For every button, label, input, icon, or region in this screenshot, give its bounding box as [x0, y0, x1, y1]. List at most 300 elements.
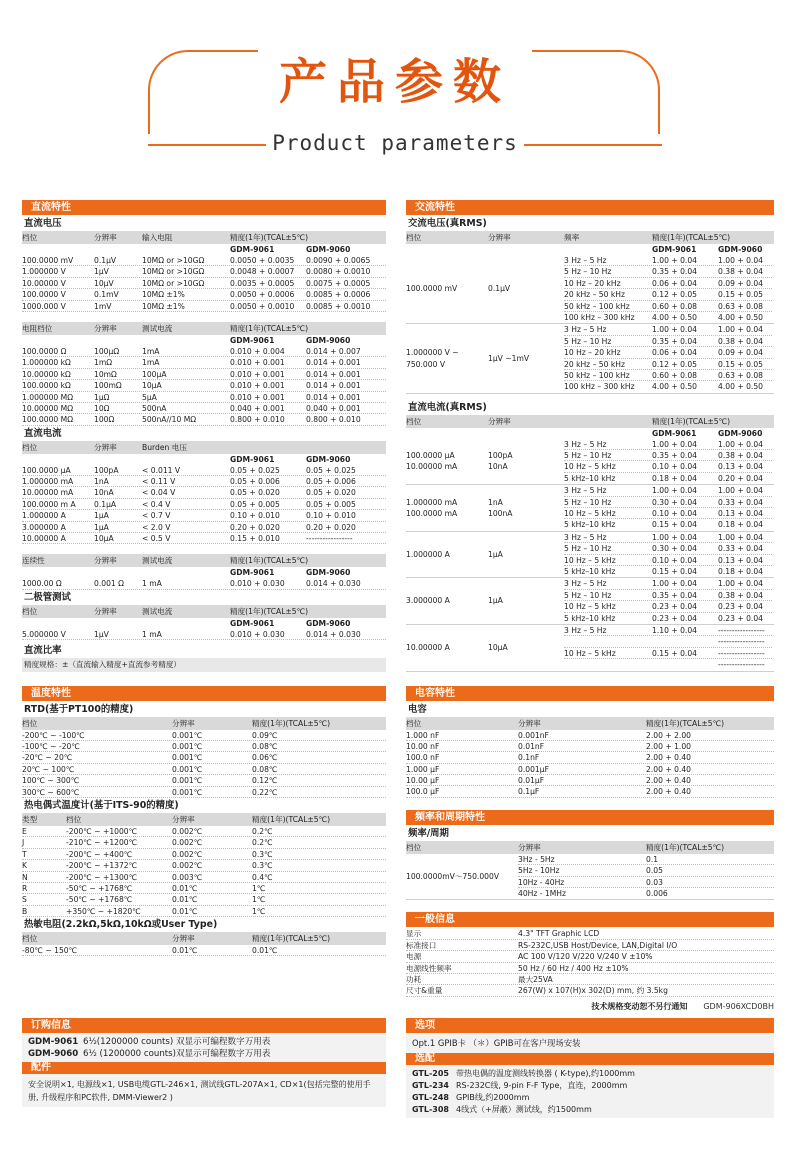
table-row-cell: 100.0000 kΩ [22, 381, 71, 391]
table-row-cell: 1℃ [252, 883, 266, 893]
freq-row-cell: 3 Hz – 5 Hz [564, 439, 607, 449]
freq-row-cell: 1.10 + 0.04 [652, 625, 698, 635]
freq-row-cell: 0.06 + 0.04 [652, 348, 698, 358]
table-row-cell: 10.00000 kΩ [22, 369, 71, 379]
table-row-cell: 0.002℃ [172, 838, 203, 848]
general-row [406, 974, 774, 985]
range-value: 1.000000 V ~ [406, 348, 459, 358]
table-row-cell: S [22, 895, 27, 905]
freq-row-cell [564, 636, 652, 646]
table-row-cell: 100.0000 mV [22, 256, 74, 265]
table-header-cell: 测试电流 [142, 556, 173, 566]
table-header-cell [306, 554, 382, 567]
table-row-cell: 0.014 + 0.030 [306, 579, 361, 589]
freq-row-cell: 0.18 + 0.04 [652, 473, 698, 483]
res-value: 1μA [488, 549, 503, 559]
freq-row-cell: 0.33 + 0.04 [718, 544, 764, 554]
table-row [22, 578, 386, 589]
range-block [406, 485, 774, 532]
table-header [406, 415, 774, 428]
table-row-cell: -200℃ ~ +1300℃ [66, 872, 138, 882]
table-header-cell: 分辨率 [94, 442, 117, 452]
freq-rows [564, 532, 772, 578]
table-row-cell: 0.10 + 0.010 [230, 511, 280, 521]
table-row-cell: 1 mA [142, 579, 162, 589]
table-row-cell: -210℃ ~ +1200℃ [66, 838, 138, 848]
model-spacer [22, 335, 230, 346]
table-header-cell: 分辨率 [488, 416, 511, 426]
optional-desc: GPIB线,约2000mm [456, 1093, 530, 1102]
table-row-cell: 0.001℃ [172, 764, 203, 774]
table-row-cell: 0.01μF [518, 776, 545, 786]
freq-row-cell: 20 kHz – 50 kHz [564, 290, 625, 300]
freq-row-cell: 1.00 + 0.04 [652, 325, 698, 335]
options-text: Opt.1 GPIB卡 （＊）GPIB可在客户现场安装 [412, 1038, 581, 1048]
freq-row [564, 508, 772, 519]
table-row [22, 629, 386, 640]
freq-row-cell: 0.35 + 0.04 [652, 336, 698, 346]
freq-row [564, 370, 772, 381]
table-row-cell: 0.001nF [518, 730, 549, 740]
table-header-cell: 档位 [406, 842, 422, 852]
range-value: 750.000 V [406, 359, 446, 369]
resistance-table [22, 322, 386, 426]
freq-rows [564, 324, 772, 392]
table-header-cell: 分辨率 [518, 842, 541, 852]
freq-row-cell: 5 Hz – 10 Hz [564, 544, 612, 554]
freq-row-cell: 0.13 + 0.04 [718, 555, 764, 565]
freq-row-cell: 0.15 + 0.05 [718, 290, 764, 300]
table-row-cell: 1μΩ [94, 392, 110, 402]
table-row-cell: 500nA//10 MΩ [142, 415, 197, 425]
table-row-cell: 100.0000 Ω [22, 346, 67, 356]
table-row-cell: -50℃ ~ +1768℃ [66, 883, 133, 893]
table-row-cell: < 0.11 V [142, 477, 176, 487]
general-row-cell: 电源线性频率 [406, 963, 452, 973]
range-text [406, 595, 450, 606]
freq-row-cell: 3 Hz – 5 Hz [564, 486, 607, 496]
freq-row [518, 888, 774, 899]
table-row-cell: 0.0085 + 0.0010 [306, 301, 371, 311]
range-value: 1.000000 mA [406, 497, 458, 507]
freq-row [564, 485, 772, 496]
range-value: 100.0000 mV [406, 284, 458, 294]
table-row [22, 510, 386, 521]
freq-row-cell: 10 Hz – 5 kHz [564, 602, 616, 612]
thermocouple-title: 热电偶式温度计(基于ITS-90的精度) [24, 799, 179, 811]
table-row-cell: 0.12℃ [252, 776, 278, 786]
continuity-table [22, 554, 386, 589]
table-row-cell: -50℃ ~ +1768℃ [66, 895, 133, 905]
table-row-cell: 0.014 + 0.030 [306, 629, 361, 639]
table-row-cell: 10MΩ ±1% [142, 301, 185, 311]
freq-row-cell: 0.30 + 0.04 [652, 497, 698, 507]
table-row [22, 392, 386, 403]
table-row-cell: J [22, 838, 25, 848]
general-row-cell: 267(W) x 107(H)x 302(D) mm, 约 3.5kg [518, 986, 668, 996]
table-row-cell: 0.001℃ [172, 787, 203, 797]
table-row-cell: 0.040 + 0.001 [306, 403, 361, 413]
optional-title: 选配 [406, 1053, 774, 1065]
res-text [488, 283, 510, 294]
table-row-cell: 0.0050 + 0.0010 [230, 301, 295, 311]
range-text [406, 497, 457, 520]
table-header-cell: 档位 [66, 814, 82, 824]
res-value: 1μV ~1mV [488, 353, 530, 363]
order-box [22, 1018, 386, 1107]
table-row-cell: 0.014 + 0.001 [306, 392, 361, 402]
table-row-cell: 2.00 + 0.40 [646, 776, 692, 786]
model-name: GDM-9060 [718, 428, 763, 438]
table-row-cell: < 0.4 V [142, 499, 171, 509]
general-row-cell: 标准接口 [406, 940, 437, 950]
table-row-cell: 1μA [94, 511, 109, 521]
table-row-cell: < 0.04 V [142, 488, 176, 498]
optional-items [406, 1066, 774, 1118]
table-row-cell: 1000.00 Ω [22, 579, 62, 589]
freq-row-cell: 0.006 [646, 889, 668, 899]
freq-row-cell: 10 Hz – 5 kHz [564, 648, 616, 658]
table-row [22, 522, 386, 533]
table-header-cell: 档位 [406, 416, 422, 426]
table-header-cell: 连续性 [22, 556, 45, 566]
table-row-cell: 10.00000 mA [22, 488, 74, 498]
table-row-cell: 0.05 + 0.025 [230, 465, 280, 475]
model-name: GDM-9061 [230, 245, 275, 254]
freq-row [564, 659, 772, 670]
table-header-cell: 频率 [564, 233, 580, 242]
table-row-cell: 0.014 + 0.001 [306, 369, 361, 379]
table-row-cell: 0.010 + 0.001 [230, 369, 285, 379]
table-row-cell: 0.0085 + 0.0006 [306, 290, 371, 300]
freq-row-cell [652, 636, 718, 646]
freq-row-cell: 1.00 + 0.04 [718, 325, 764, 335]
table-header-cell: 精度(1年)(TCAL±5℃) [252, 718, 331, 728]
table-row-cell: 100.0000 V [22, 290, 66, 300]
freq-row-cell: 4.00 + 0.50 [718, 382, 764, 392]
general-table [406, 928, 774, 996]
table-header-cell: 精度(1年)(TCAL±5℃) [230, 556, 309, 566]
table-row-cell: 1℃ [252, 906, 266, 916]
optional-code: GTL-234 [412, 1081, 449, 1090]
table-header [22, 554, 386, 567]
freq-row-cell: 1.00 + 0.04 [718, 532, 764, 542]
table-header-cell: 分辨率 [488, 233, 511, 242]
table-row-cell: 0.10 + 0.010 [306, 511, 356, 521]
freq-row [564, 266, 772, 277]
table-row-cell: 10mΩ [94, 369, 117, 379]
table-row-cell: 10.00000 V [22, 278, 66, 288]
model-header [406, 244, 774, 255]
freq-row-cell: ----------------- [718, 637, 765, 647]
table-row-cell: K [22, 861, 27, 871]
freq-row-cell: 0.13 + 0.04 [718, 509, 764, 519]
table-row-cell: T [22, 849, 27, 859]
table-row-cell: 100μΩ [94, 346, 120, 356]
dci-title: 直流电流 [24, 427, 62, 439]
ac-section-title: 交流特性 [406, 200, 774, 215]
table-row [22, 266, 386, 277]
range-block [406, 439, 774, 486]
table-row-cell: 1mA [142, 346, 160, 356]
freq-row-cell: 0.20 + 0.04 [718, 473, 764, 483]
table-row-cell: 100.0 nF [406, 753, 440, 763]
table-row-cell: 0.010 + 0.030 [230, 579, 285, 589]
table-row-cell: 1.000000 mA [22, 477, 74, 487]
freq-row-cell: 1.00 + 0.04 [652, 256, 698, 265]
aci-table [406, 415, 774, 672]
freq-row-cell [652, 659, 718, 670]
freq-row [564, 461, 772, 472]
freq-row-cell [564, 659, 652, 670]
table-header-cell [718, 231, 772, 244]
table-row-cell: ----------------- [306, 534, 353, 544]
table-row-cell: 0.014 + 0.001 [306, 358, 361, 368]
freq-row-cell: 0.06 + 0.04 [652, 278, 698, 288]
freq-row-cell: 100 kHz – 300 kHz [564, 312, 635, 322]
table-row-cell: -80℃ ~ 150℃ [22, 946, 78, 956]
freq-row-cell: 0.10 + 0.04 [652, 462, 698, 472]
freq-row-cell: 5 Hz – 10 Hz [564, 267, 612, 277]
freq-row [564, 312, 772, 323]
freq-rows [564, 578, 772, 624]
freq-row [564, 578, 772, 589]
table-header-cell: 分辨率 [94, 323, 117, 333]
table-row-cell: 10MΩ or >10GΩ [142, 267, 205, 277]
freq-row-cell: 0.09 + 0.04 [718, 278, 764, 288]
model-name: GDM-9061 [230, 618, 275, 628]
general-row [406, 963, 774, 974]
range-text [406, 283, 457, 294]
order-item [28, 1048, 380, 1060]
freq-row-cell: 5 Hz – 10 Hz [564, 497, 612, 507]
range-cell [406, 255, 488, 323]
table-row [406, 730, 774, 741]
table-row-cell: 0.002℃ [172, 826, 203, 836]
table-header-cell [564, 415, 652, 428]
table-row-cell: 0.0090 + 0.0065 [306, 256, 371, 265]
freq-row-cell: 0.12 + 0.05 [652, 359, 698, 369]
table-row-cell: 0.3℃ [252, 849, 273, 859]
table-row-cell: 10Ω [94, 403, 110, 413]
general-row-cell: 功耗 [406, 974, 422, 984]
table-row-cell: 300℃ ~ 600℃ [22, 787, 80, 797]
table-row [22, 465, 386, 476]
range-cell [406, 578, 488, 624]
table-row-cell: 2.00 + 2.00 [646, 730, 692, 740]
freq-row-cell: 0.60 + 0.08 [652, 301, 698, 311]
table-row-cell: -100℃ ~ -20℃ [22, 742, 80, 751]
table-header-cell [306, 605, 382, 618]
freq-row-cell: 3 Hz – 5 Hz [564, 256, 607, 265]
order-items [22, 1034, 386, 1062]
table-row-cell: 3.000000 A [22, 522, 66, 532]
freq-row-cell: 3 Hz – 5 Hz [564, 625, 607, 635]
freq-row-cell: 1.00 + 0.04 [652, 486, 698, 496]
table-row [406, 775, 774, 786]
freq-row-cell: 0.35 + 0.04 [652, 451, 698, 461]
table-row-cell: < 0.011 V [142, 465, 181, 475]
table-row-cell: 0.01℃ [172, 946, 198, 956]
table-row-cell: -200℃ ~ +1000℃ [66, 826, 138, 836]
freq-title: 频率/周期 [408, 827, 449, 839]
optional-desc: 4线式（+屏蔽）测试线，约1500mm [456, 1105, 592, 1114]
table-row-cell: < 0.7 V [142, 511, 171, 521]
res-text [488, 450, 513, 473]
table-row-cell: 0.001℃ [172, 730, 203, 740]
table-row-cell: 0.05 + 0.020 [230, 488, 280, 498]
res-cell [488, 439, 564, 485]
temp-section-title: 温度特性 [22, 686, 386, 701]
left-column [22, 200, 386, 956]
freq-row-cell: 5 Hz – 10 Hz [564, 336, 612, 346]
table-row-cell: 10.00 nF [406, 741, 440, 751]
table-row-cell: 0.08℃ [252, 764, 278, 774]
range-block [406, 578, 774, 625]
table-header-cell: 分辨率 [94, 233, 117, 242]
freq-row-cell: 50 kHz – 100 kHz [564, 370, 630, 380]
table-row-cell: 1 mA [142, 629, 162, 639]
range-cell [406, 485, 488, 531]
table-row-cell: E [22, 826, 27, 836]
dci-table [22, 441, 386, 545]
freq-row-cell: 20 kHz – 50 kHz [564, 359, 625, 369]
freq-row-cell: 4.00 + 0.50 [652, 382, 698, 392]
freq-row [564, 336, 772, 347]
table-row-cell: 10μV [94, 278, 114, 288]
frequency-table [406, 841, 774, 901]
table-row-cell: 0.2℃ [252, 838, 273, 848]
dcv-title: 直流电压 [24, 218, 62, 229]
cap-section-title: 电容特性 [406, 686, 774, 701]
table-row-cell: 2.00 + 0.40 [646, 764, 692, 774]
general-row-cell: AC 100 V/120 V/220 V/240 V ±10% [518, 952, 653, 962]
freq-row-cell: 5Hz - 10Hz [518, 866, 560, 876]
table-row-cell: 100.0000 m A [22, 499, 76, 509]
table-row-cell: 0.800 + 0.010 [230, 415, 285, 425]
model-name: GDM-9061 [652, 428, 697, 438]
thermistor-table [22, 932, 386, 956]
freq-row [518, 854, 774, 865]
range-block [406, 854, 774, 901]
table-row [22, 499, 386, 510]
table-row-cell: 0.1μF [518, 787, 540, 797]
table-header-cell: 精度(1年)(TCAL±5℃) [230, 233, 309, 242]
table-header-cell: 精度(1年)(TCAL±5℃) [652, 233, 731, 242]
table-row-cell: 10MΩ ±1% [142, 290, 185, 300]
range-block [406, 255, 774, 324]
freq-row-cell: 1.00 + 0.04 [718, 486, 764, 496]
table-header-cell: 分辨率 [172, 718, 195, 728]
table-row-cell: -200℃ ~ -100℃ [22, 730, 85, 740]
table-header [406, 231, 774, 244]
res-value: 0.1μV [488, 284, 511, 294]
table-row-cell: 1μV [94, 629, 109, 639]
table-header-cell: 分辨率 [94, 606, 117, 616]
freq-row-cell: 5 kHz–10 kHz [564, 566, 616, 576]
model-spacer [406, 428, 652, 439]
table-row-cell: 0.002℃ [172, 861, 203, 871]
range-text [406, 549, 450, 560]
table-row [22, 289, 386, 300]
freq-row-cell: 0.15 + 0.04 [652, 648, 698, 658]
order-desc: 6½(1200000 counts) 双显示可编程数字万用表 [83, 1037, 271, 1047]
freq-row-cell: 0.15 + 0.04 [652, 566, 698, 576]
table-header-cell: 精度(1年)(TCAL±5℃) [230, 606, 309, 616]
freq-rows [564, 485, 772, 531]
freq-row-cell: 10Hz - 40Hz [518, 877, 565, 887]
spec-note-text: 技术规格变动恕不另行通知 [591, 1001, 688, 1011]
freq-row-cell: 0.18 + 0.04 [718, 566, 764, 576]
table-row [22, 883, 386, 894]
model-name: GDM-9061 [230, 568, 275, 578]
freq-row-cell: 50 kHz – 100 kHz [564, 301, 630, 311]
thermocouple-table [22, 813, 386, 917]
model-name: GDM-9061 [230, 335, 275, 345]
table-row-cell: 0.01℃ [172, 906, 198, 916]
table-row-cell: 0.1μA [94, 499, 117, 509]
freq-row-cell: 5 kHz–10 kHz [564, 473, 616, 483]
freq-row-cell: 1.00 + 0.04 [652, 579, 698, 589]
model-spacer [22, 244, 230, 255]
table-row-cell: -20℃ ~ 20℃ [22, 753, 73, 763]
freq-row-cell: 0.23 + 0.04 [652, 602, 698, 612]
model-name: GDM-9060 [306, 245, 351, 254]
model-name: GDM-9060 [306, 454, 351, 464]
table-row-cell: 0.010 + 0.004 [230, 346, 285, 356]
ratio-title: 直流比率 [24, 645, 62, 657]
doc-code: GDM-906XCD0BH [703, 1001, 774, 1011]
model-name: GDM-9061 [652, 245, 697, 254]
table-row [22, 403, 386, 414]
table-row-cell: 1.000000 V [22, 267, 66, 277]
range-value: 100.0000 μA [406, 451, 455, 461]
optional-item [412, 1068, 768, 1080]
table-row-cell: 0.4℃ [252, 872, 273, 882]
model-header [22, 567, 386, 578]
table-header-cell: 精度(1年)(TCAL±5℃) [652, 416, 731, 426]
freq-row-cell: 0.30 + 0.04 [652, 544, 698, 554]
table-row-cell: 500nA [142, 403, 167, 413]
dcv-table [22, 231, 386, 312]
range-cell [406, 625, 488, 671]
range-block [406, 324, 774, 393]
table-row [406, 764, 774, 775]
res-value: 1μA [488, 596, 503, 606]
optional-item [412, 1092, 768, 1104]
freq-row-cell: 0.15 + 0.05 [718, 359, 764, 369]
model-header [22, 335, 386, 346]
model-header [22, 244, 386, 255]
table-row-cell: 0.01℃ [252, 946, 278, 956]
accessories-title: 配件 [22, 1062, 386, 1074]
general-row [406, 951, 774, 962]
res-value: 10nA [488, 462, 508, 472]
table-row [22, 357, 386, 368]
table-row-cell: 0.1mV [94, 290, 119, 300]
table-row-cell: 0.05 + 0.005 [306, 499, 356, 509]
freq-row [564, 519, 772, 530]
table-row [22, 860, 386, 871]
table-row-cell: 0.0048 + 0.0007 [230, 267, 295, 277]
range-cell: 100.0000mV～750.000V [406, 871, 500, 881]
freq-row-cell: 0.60 + 0.08 [652, 370, 698, 380]
range-text [406, 450, 457, 473]
model-name: GDM-9060 [306, 335, 351, 345]
table-row-cell: 100pA [94, 465, 119, 475]
freq-row [564, 601, 772, 612]
table-row [22, 414, 386, 425]
